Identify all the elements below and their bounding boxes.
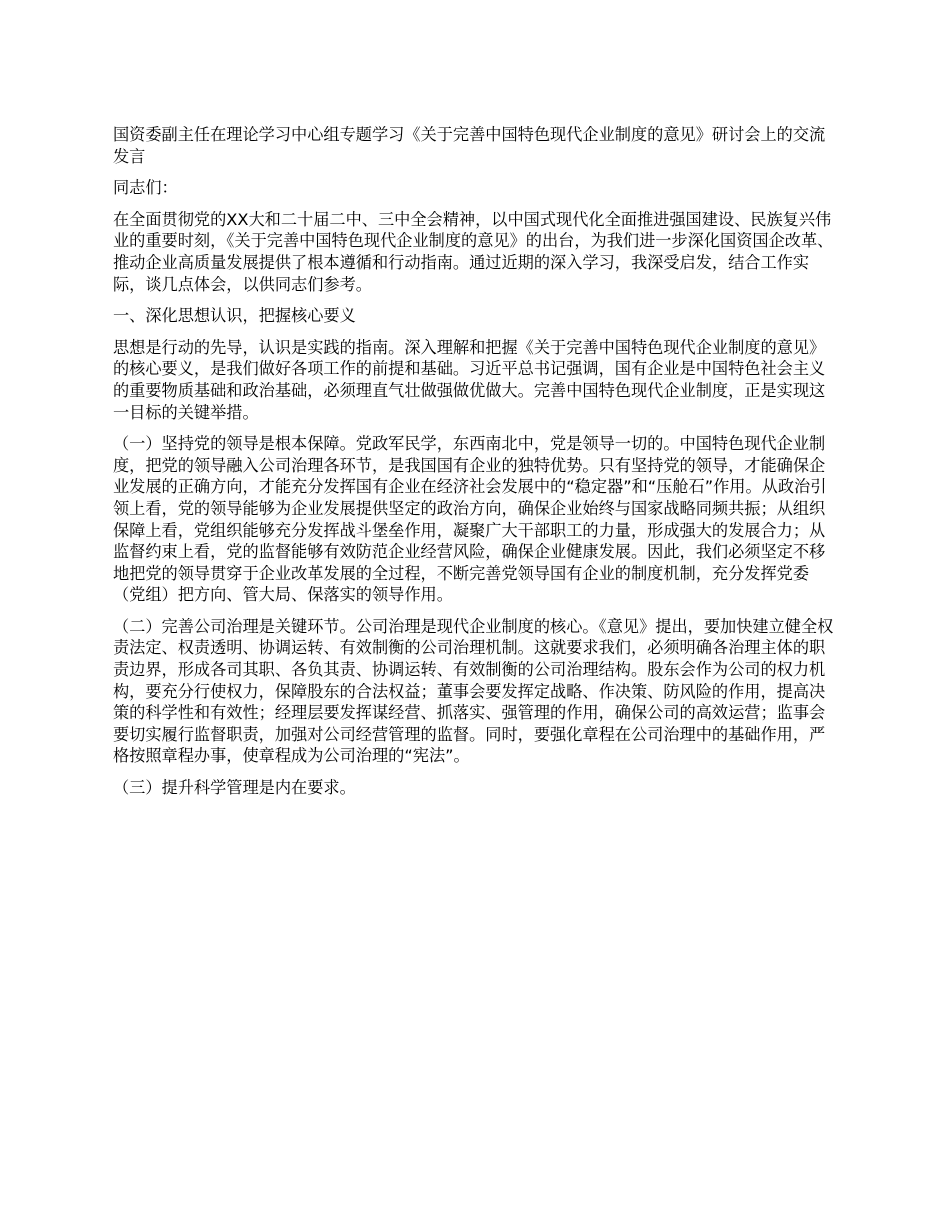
section-heading-1: 一、深化思想认识，把握核心要义 (113, 306, 356, 326)
paragraph-point-3: （三）提升科学管理是内在要求。 (113, 778, 356, 798)
document-page (113, 124, 839, 809)
paragraph-point-2: （二）完善公司治理是关键环节。公司治理是现代企业制度的核心。《意见》提出，要加快建立健全权责法定、权责透明、协调运转、有效制衡的公司治理机制。这就要求我们，必须明确各治理主体的职责边界，形成各司其职、各负其责、协调运转、有效制衡的公司治理结构。股东会作为公司的权力机构，要充分行使权力，保障股东的合法权益；董事会要发挥定战略、作决策、防风险的作用，提高决策的科学性和有效性；经理层要发挥谋经营、抓落实、强管理的作用，确保公司的高效运营；监事会要切实履行监督职责，加强对公司经营管理的监督。同时，要强化章程在公司治理中的基础作用，严格按照章程办事，使章程成为公司治理的“宪法”。 (113, 616, 834, 766)
paragraph-intro: 在全面贯彻党的XX大和二十届二中、三中全会精神，以中国式现代化全面推进强国建设、民族复兴伟业的重要时刻，《关于完善中国特色现代企业制度的意见》的出台，为我们进一步深化国资国企改革、推动企业高质量发展提供了根本遵循和行动指南。通过近期的深入学习，我深受启发，结合工作实际，谈几点体会，以供同志们参考。 (113, 209, 834, 294)
paragraph-section-1: 思想是行动的先导，认识是实践的指南。深入理解和把握《关于完善中国特色现代企业制度的意见》的核心要义，是我们做好各项工作的前提和基础。习近平总书记强调，国有企业是中国特色社会主义的重要物质基础和政治基础，必须理直气壮做强做优做大。完善中国特色现代企业制度，正是实现这一目标的关键举措。 (113, 337, 826, 422)
salutation: 同志们： (113, 178, 178, 198)
paragraph-point-1: （一）坚持党的领导是根本保障。党政军民学，东西南北中，党是领导一切的。中国特色现代企业制度，把党的领导融入公司治理各环节，是我国国有企业的独特优势。只有坚持党的领导，才能确保企业发展的正确方向，才能充分发挥国有企业在经济社会发展中的“稳定器”和“压舱石”作用。从政治引领上看，党的领导能够为企业发展提供坚定的政治方向，确保企业始终与国家战略同频共振；从组织保障上看，党组织能够充分发挥战斗堡垒作用，凝聚广大干部职工的力量，形成强大的发展合力；从监督约束上看，党的监督能够有效防范企业经营风险，确保企业健康发展。因此，我们必须坚定不移地把党的领导贯穿于企业改革发展的全过程，不断完善党领导国有企业的制度机制，充分发挥党委（党组）把方向、管大局、保落实的领导作用。 (113, 434, 827, 605)
document-title: 国资委副主任在理论学习中心组专题学习《关于完善中国特色现代企业制度的意见》研讨会上的交流发言 (113, 125, 826, 166)
